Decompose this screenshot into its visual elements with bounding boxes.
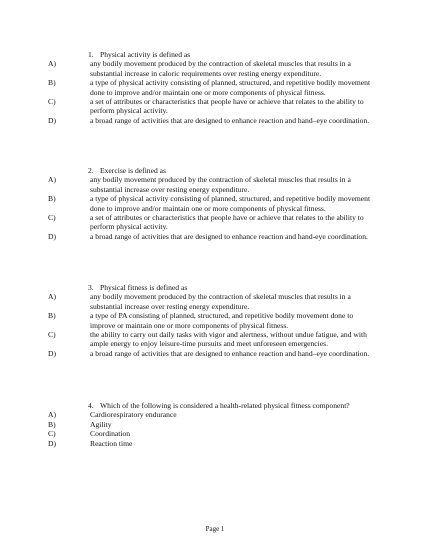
answer-option-c <box>48 213 378 232</box>
option-letter: A) <box>48 175 57 185</box>
question-number: 1. <box>88 50 94 59</box>
option-letter: D) <box>48 348 57 358</box>
option-letter: B) <box>48 419 56 429</box>
option-text: a broad range of activities that are designed to enhance reaction and hand-eye coordination. <box>90 231 368 241</box>
answer-option-c <box>48 97 378 116</box>
option-text: any bodily movement produced by the contraction of skeletal muscles that results in a substantial increase over resting energy expenditure. <box>90 292 351 311</box>
question-stem <box>48 166 378 175</box>
option-letter: B) <box>48 194 56 204</box>
option-text: a broad range of activities that are designed to enhance reaction and hand–eye coordination. <box>90 115 370 125</box>
option-text: any bodily movement produced by the contraction of skeletal muscles that results in a substantial increase over resting energy expenditure. <box>90 175 351 194</box>
option-letter: D) <box>48 438 57 448</box>
answer-option-a <box>48 175 378 194</box>
option-text: a set of attributes or characteristics that people have or achieve that relates to the ability to perform physical activity. <box>90 97 364 116</box>
question-text: Physical activity is defined as <box>100 50 191 59</box>
option-letter: A) <box>48 410 57 420</box>
option-letter: C) <box>48 429 56 439</box>
option-text: any bodily movement produced by the contraction of skeletal muscles that results in a substantial increase in caloric requirements over resting energy expenditure. <box>90 59 351 78</box>
question-2 <box>48 166 378 241</box>
question-text: Which of the following is considered a health-related physical fitness component? <box>100 401 350 410</box>
option-letter: D) <box>48 115 57 125</box>
question-number: 4. <box>88 401 94 410</box>
option-letter: C) <box>48 330 56 340</box>
question-number: 3. <box>88 283 94 292</box>
question-stem <box>48 50 378 59</box>
question-number: 2. <box>88 166 94 175</box>
option-text: a set of attributes or characteristics that people have or achieve that relates to the ability to perform physical activity. <box>90 213 364 232</box>
answer-option-c <box>48 330 378 349</box>
answer-option-a <box>48 410 378 419</box>
option-letter: B) <box>48 78 56 88</box>
option-letter: B) <box>48 311 56 321</box>
question-stem <box>48 401 378 410</box>
option-text: Cardiorespiratory endurance <box>90 410 177 420</box>
answer-option-d <box>48 232 378 241</box>
answer-option-b <box>48 194 378 213</box>
option-letter: C) <box>48 213 56 223</box>
question-3 <box>48 283 378 358</box>
answer-option-b <box>48 78 378 97</box>
option-text: a type of physical activity consisting of planned, structured, and repetitive bodily movement done to improve and/or maintain one or more components of physical fitness. <box>90 78 371 97</box>
option-text: a type of physical activity consisting of planned, structured, and repetitive bodily movement done to improve and/or maintain one or more components of physical fitness. <box>90 194 371 213</box>
answer-option-b <box>48 311 378 330</box>
option-letter: A) <box>48 59 57 69</box>
option-text: the ability to carry out daily tasks with vigor and alertness, without undue fatigue, and with ample energy to enjoy leisure-time pursuits and meet unforeseen emergencies. <box>90 330 367 349</box>
question-stem <box>48 283 378 292</box>
option-text: a broad range of activities that are designed to enhance reaction and hand–eye coordination. <box>90 348 370 358</box>
answer-option-c <box>48 429 378 438</box>
answer-option-d <box>48 439 378 448</box>
answer-option-a <box>48 59 378 78</box>
option-text: Coordination <box>90 429 131 439</box>
question-1 <box>48 50 378 125</box>
question-text: Exercise is defined as <box>100 166 166 175</box>
answer-option-a <box>48 292 378 311</box>
option-text: Agility <box>90 419 112 429</box>
option-letter: D) <box>48 231 57 241</box>
option-text: a type of PA consisting of planned, structured, and repetitive bodily movement done to improve or maintain one or more components of physical fitness. <box>90 311 354 330</box>
page-number: Page 1 <box>205 525 225 533</box>
question-text: Physical fitness is defined as <box>100 283 188 292</box>
option-letter: A) <box>48 292 57 302</box>
answer-option-b <box>48 420 378 429</box>
option-text: Reaction time <box>90 438 133 448</box>
answer-option-d <box>48 116 378 125</box>
answer-option-d <box>48 349 378 358</box>
question-4 <box>48 401 378 448</box>
option-letter: C) <box>48 97 56 107</box>
